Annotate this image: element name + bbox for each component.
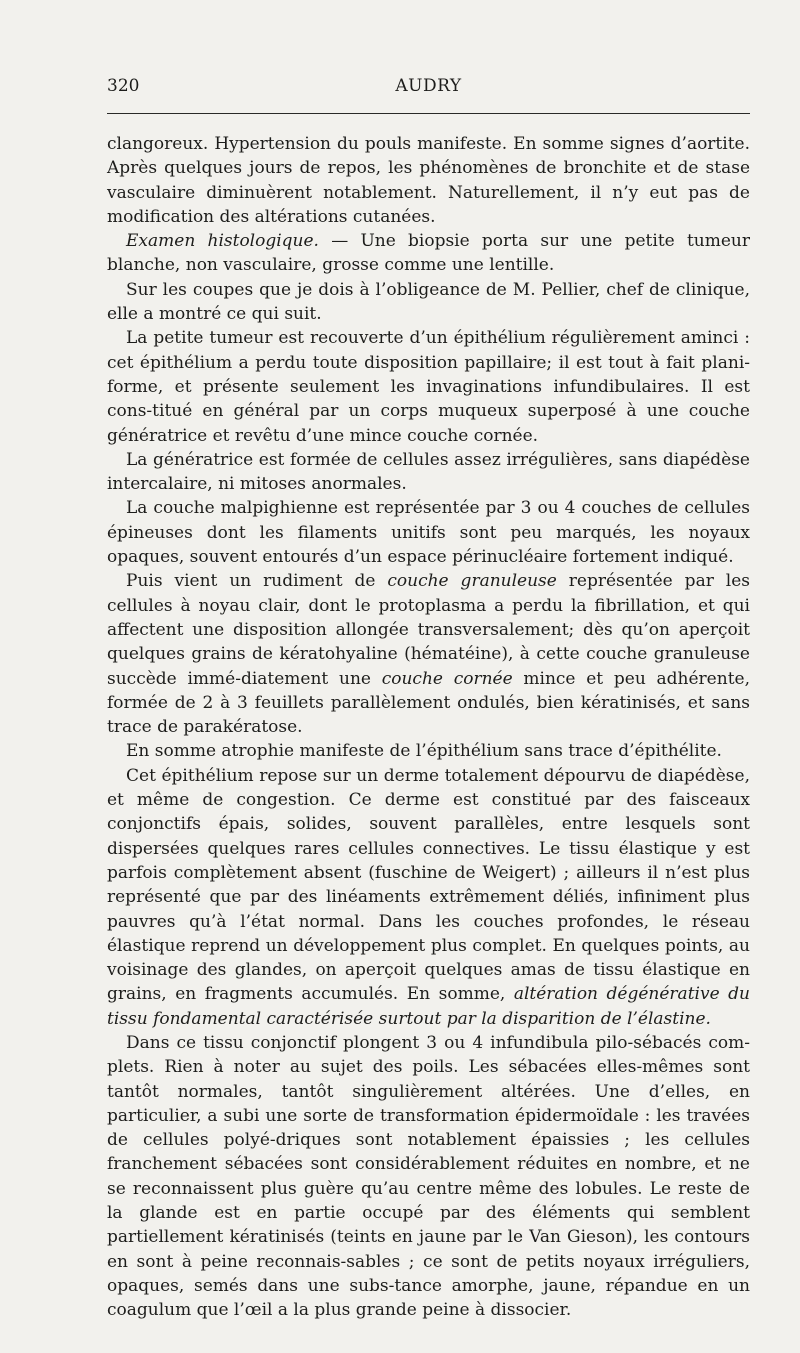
paragraph [107, 326, 750, 447]
italic-text: couche cornée [381, 668, 513, 689]
page-header [107, 76, 750, 100]
paragraph [107, 1031, 750, 1323]
paragraph-text: La couche malpighienne est représentée par 3 ou 4 couches de cellules épineuses dont les filaments unitifs sont peu marqués, les noyaux opaques, souvent entourés d’un espace périnucléaire fortement indiqué. [107, 498, 750, 568]
page-number: 320 [107, 76, 140, 96]
italic-text: couche granuleuse [387, 571, 557, 592]
paragraph-text: Puis vient un rudiment de [126, 571, 388, 592]
paragraph-text: En somme atrophie manifeste de l’épithélium sans trace d’épithélite. [126, 741, 722, 762]
paragraph [107, 739, 750, 763]
running-head: AUDRY [395, 76, 462, 96]
paragraph-text: Cet épithélium repose sur un derme totalement dépourvu de diapédèse, et même de congestion. Ce derme est constitué par des faisceaux conjonctifs épais, solides, souvent parallèles, entre lesquels sont dispersées quelques rares cellules connectives. Le tissu élastique y est parfois complètement absent (fuschine de Weigert) ; ailleurs il n’est plus représenté que par des linéaments extrêmement déliés, infiniment plus pauvres qu’à l’état normal. Dans les couches profondes, le réseau élastique reprend un développement plus complet. En quelques points, au voisinage des glandes, on aperçoit quelques amas de tissu élastique en grains, en fragments accumulés. En somme, [107, 765, 750, 1005]
paragraph [107, 764, 750, 1031]
paragraph-text: Sur les coupes que je dois à l’obligeance de M. Pellier, chef de clinique, elle a montré ce qui suit. [107, 279, 750, 325]
paragraph [107, 229, 750, 278]
paragraph-text: représentée par les cellules à noyau clair, dont le protoplasma a perdu la fibrillation, et qui affectent une disposition allongée transversalement; dès qu’on aperçoit quelques grains de kératohyaline (hématéine), à cette couche granuleuse succède immé-diatement une [107, 571, 750, 689]
paragraph-text: mince et peu adhérente, formée de 2 à 3 feuillets parallèlement ondulés, bien kératinisés, et sans trace de parakératose. [107, 668, 750, 738]
italic-text: Examen histologique. [126, 231, 319, 252]
paragraph-text: clangoreux. Hypertension du pouls manifeste. En somme signes d’aortite. Après quelques jours de repos, les phénomènes de bronchite et de stase vasculaire diminuèrent notablement. Naturellement, il n’y eut pas de modification des altérations cutanées. [107, 134, 750, 227]
paragraph-text: La génératrice est formée de cellules assez irrégulières, sans diapédèse intercalaire, ni mitoses anormales. [107, 449, 750, 495]
paragraph-text: La petite tumeur est recouverte d’un épithélium régulièrement aminci : cet épithélium a perdu toute disposition papillaire; il est tout à fait plani-forme, et présente seulement les invaginations infundibulaires. Il est cons-titué en général par un corps muqueux superposé à une couche génératrice et revêtu d’une mince couche cornée. [107, 328, 750, 446]
paragraph [107, 448, 750, 497]
paragraph [107, 132, 750, 229]
header-rule [107, 113, 750, 114]
italic-text: altération dégénérative du tissu fondamental caractérisée surtout par la disparition de l’élastine. [107, 984, 750, 1029]
paragraph [107, 496, 750, 569]
paragraph-text: — Une biopsie porta sur une petite tumeur blanche, non vasculaire, grosse comme une lentille. [107, 231, 750, 276]
paragraph [107, 569, 750, 739]
paragraph-text: Dans ce tissu conjonctif plongent 3 ou 4 infundibula pilo-sébacés com-plets. Rien à noter au sujet des poils. Les sébacées elles-mêmes sont tantôt normales, tantôt singulièrement altérées. Une d’elles, en particulier, a subi une sorte de transformation épidermoïdale : les travées de cellules polyé-driques sont notablement épaissies ; les cellules franchement sébacées sont considérablement réduites en nombre, et ne se reconnaissent plus guère qu’au centre même des lobules. Le reste de la glande est en partie occupé par des éléments qui semblent partiellement kératinisés (teints en jaune par le Van Gieson), les contours en sont à peine reconnais-sables ; ce sont de petits noyaux irréguliers, opaques, semés dans une subs-tance amorphe, jaune, répandue en un coagulum que l’œil a la plus grande peine à dissocier. [107, 1032, 750, 1321]
paragraph [107, 278, 750, 327]
body-text [107, 132, 750, 1323]
